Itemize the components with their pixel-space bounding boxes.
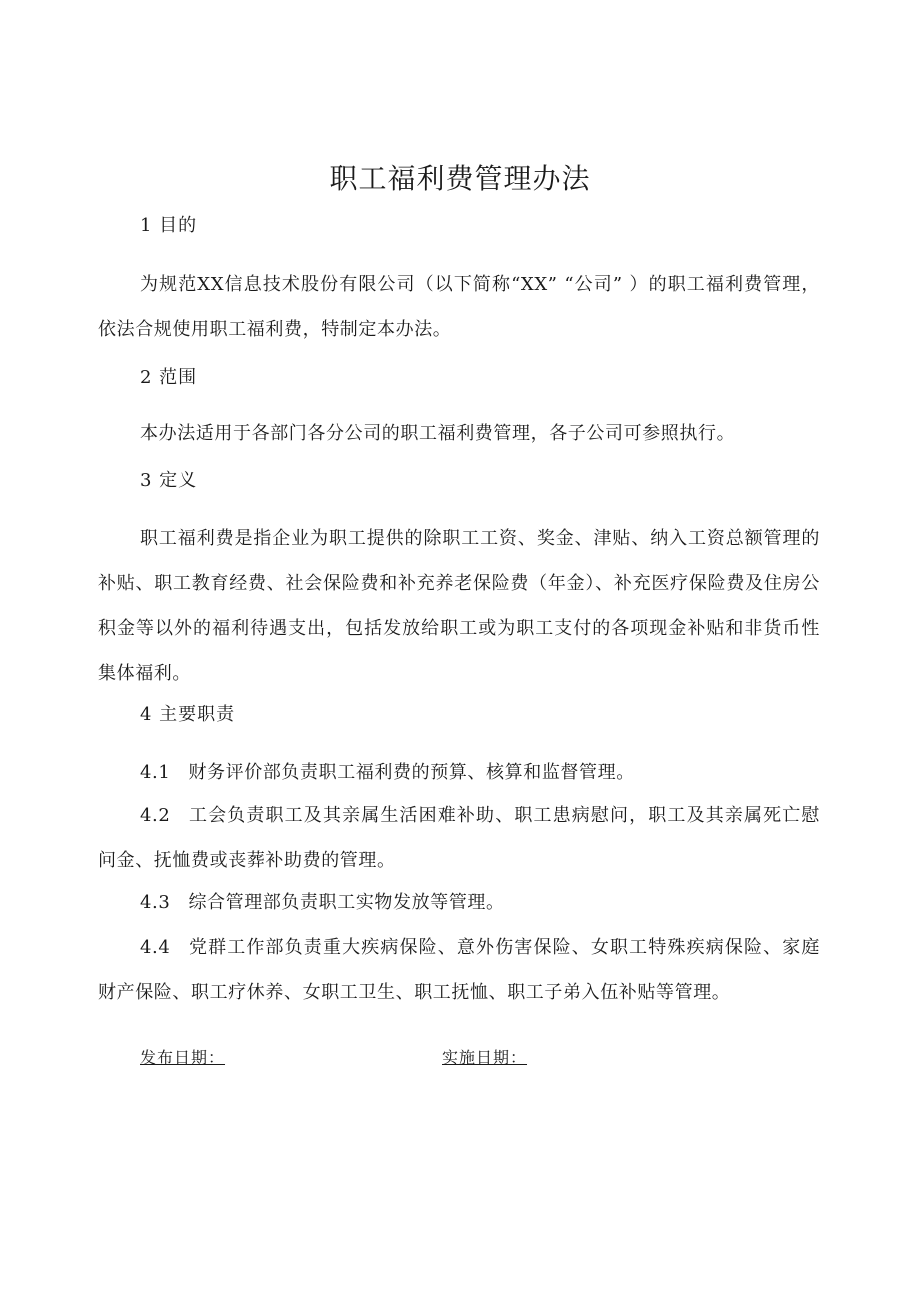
publish-date-label: 发布日期： <box>140 1048 226 1067</box>
duty-item-4-4 <box>98 925 820 1015</box>
duty-item-number: 4.2 <box>140 805 171 826</box>
duty-item-number: 4.4 <box>140 937 171 958</box>
duty-item-text: 财务评价部负责职工福利费的预算、核算和监督管理。 <box>188 762 635 783</box>
duty-item-4-3 <box>98 880 820 925</box>
duty-item-text: 工会负责职工及其亲属生活困难补助、职工患病慰问，职工及其亲属死亡慰问金、抚恤费或丧葬补助费的管理。 <box>98 805 820 871</box>
section-1-heading: 1 目的 <box>140 215 198 236</box>
duty-item-4-1 <box>98 750 820 795</box>
section-2-heading: 2 范围 <box>140 367 198 388</box>
duty-item-text: 党群工作部负责重大疾病保险、意外伤害保险、女职工特殊疾病保险、家庭财产保险、职工疗休养、女职工卫生、职工抚恤、职工子弟入伍补贴等管理。 <box>98 937 820 1003</box>
section-1-text: 为规范XX信息技术股份有限公司（以下简称“XX” “公司” ）的职工福利费管理，依法合规使用职工福利费，特制定本办法。 <box>98 274 820 340</box>
section-4-heading: 4 主要职责 <box>140 704 236 725</box>
duty-item-4-2 <box>98 793 820 883</box>
duty-item-text: 综合管理部负责职工实物发放等管理。 <box>188 892 505 913</box>
section-2-text: 本办法适用于各部门各分公司的职工福利费管理，各子公司可参照执行。 <box>140 423 736 444</box>
effective-date-label: 实施日期： <box>442 1048 528 1067</box>
section-3-heading: 3 定义 <box>140 470 198 491</box>
duty-item-number: 4.1 <box>140 762 171 783</box>
duty-item-number: 4.3 <box>140 892 171 913</box>
document-title: 职工福利费管理办法 <box>329 162 591 195</box>
section-3-text: 职工福利费是指企业为职工提供的除职工工资、奖金、津贴、纳入工资总额管理的补贴、职工教育经费、社会保险费和补充养老保险费（年金）、补充医疗保险费及住房公积金等以外的福利待遇支出，包括发放给职工或为职工支付的各项现金补贴和非货币性集体福利。 <box>98 528 820 684</box>
